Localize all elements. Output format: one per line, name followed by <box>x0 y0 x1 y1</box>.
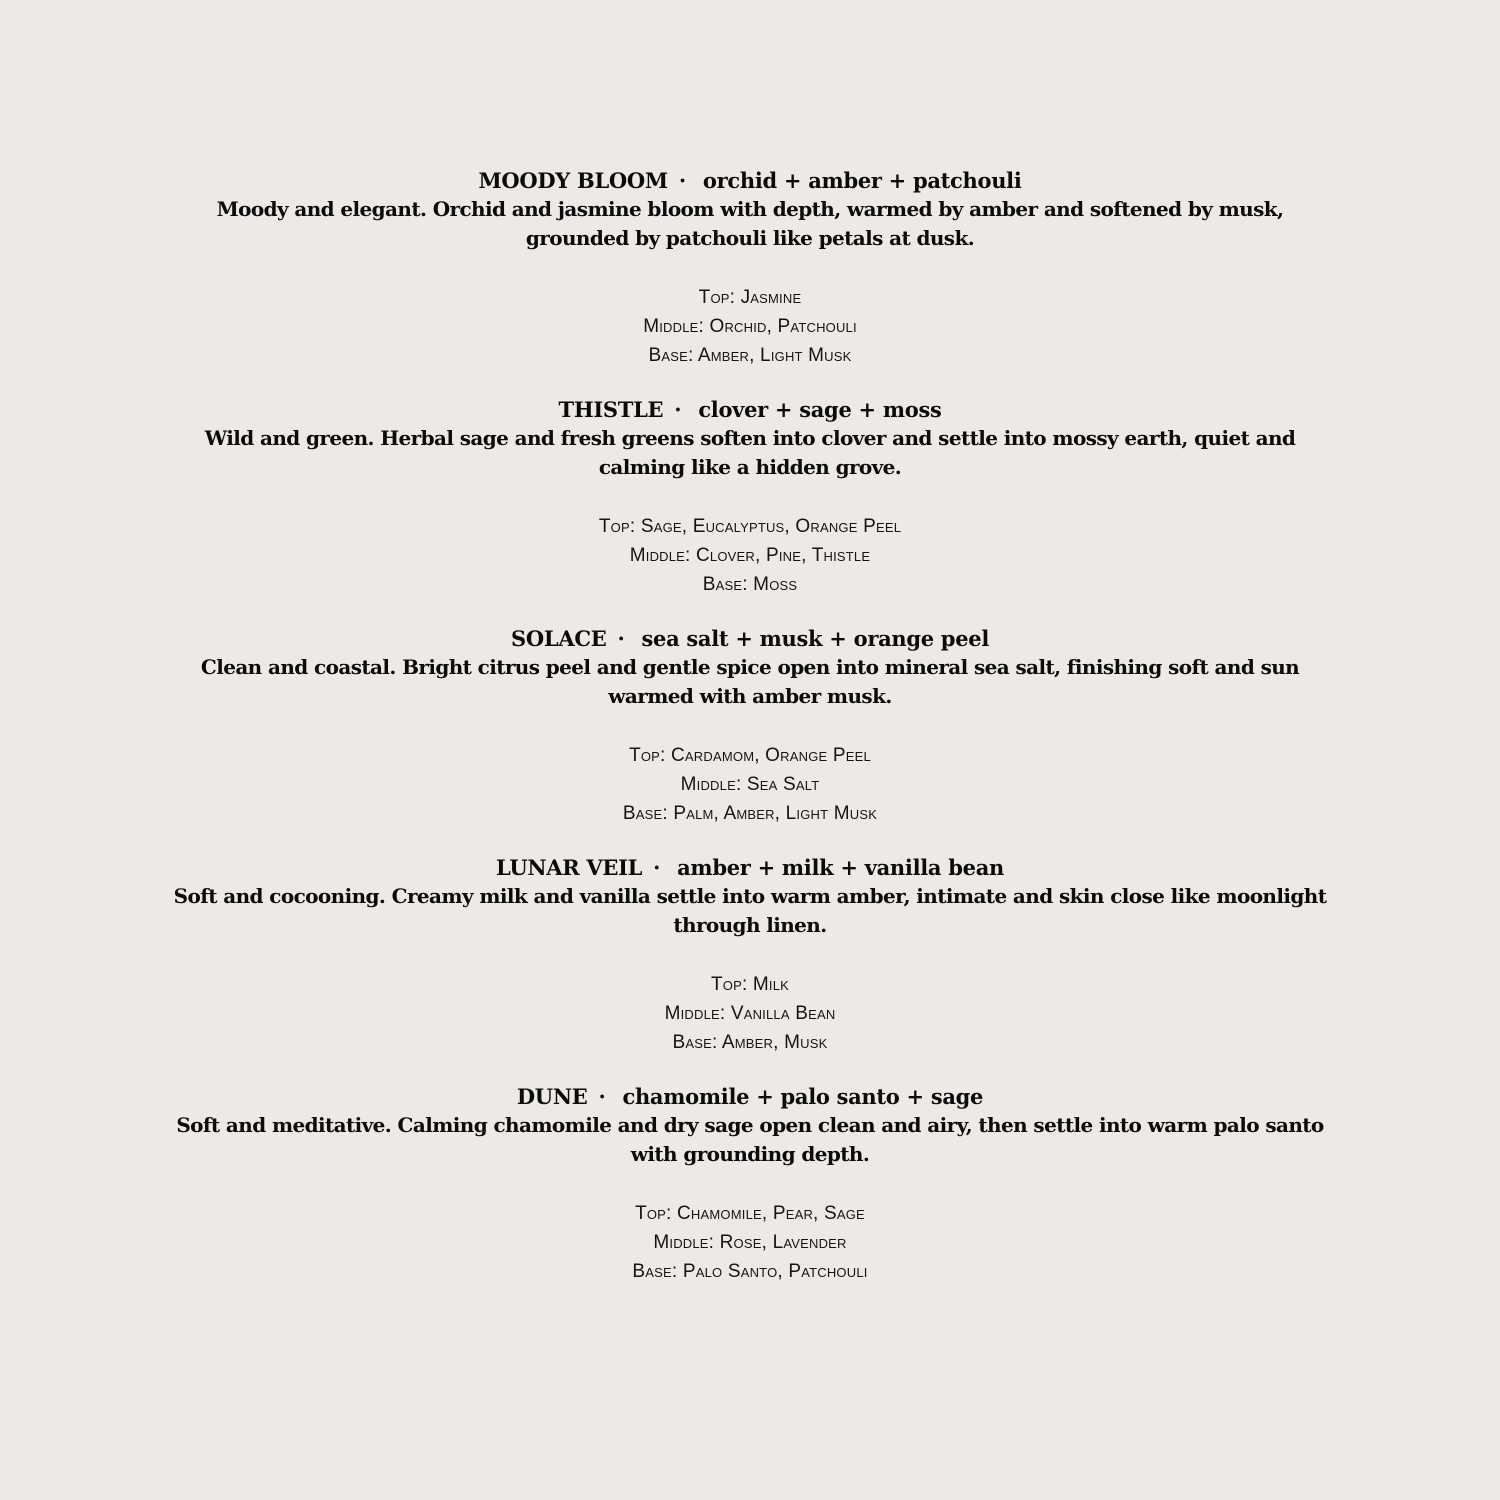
scent-description: Soft and cocooning. Creamy milk and vanilla settle into warm amber, intimate and skin close like moonlight through linen. <box>173 884 1327 937</box>
note-middle: Middle: Clover, Pine, Thistle <box>629 545 871 566</box>
scent-entry-moody-bloom <box>0 166 1500 370</box>
scent-description: Wild and green. Herbal sage and fresh greens soften into clover and settle into mossy earth, quiet and calming like a hidden grove. <box>204 426 1296 479</box>
scent-name: MOODY BLOOM <box>478 168 668 193</box>
separator-dot: · <box>678 168 686 193</box>
scent-notes <box>632 1199 867 1286</box>
scent-entry-dune <box>0 1082 1500 1286</box>
note-top: Top: Milk <box>710 974 790 995</box>
scent-description: Moody and elegant. Orchid and jasmine bloom with depth, warmed by amber and softened by musk, grounded by patchouli like petals at dusk. <box>216 197 1284 250</box>
scent-accords: amber + milk + vanilla bean <box>677 855 1004 880</box>
note-top: Top: Cardamom, Orange Peel <box>629 745 871 766</box>
scent-notes <box>665 970 836 1057</box>
note-top: Top: Jasmine <box>698 287 802 308</box>
scent-title <box>511 624 989 653</box>
note-base: Base: Moss <box>702 574 798 595</box>
note-top: Top: Sage, Eucalyptus, Orange Peel <box>598 516 902 537</box>
note-middle: Middle: Sea Salt <box>680 774 820 795</box>
scent-entry-lunar-veil <box>0 853 1500 1057</box>
scent-title <box>559 395 942 424</box>
note-middle: Middle: Rose, Lavender <box>653 1232 847 1253</box>
scent-entry-thistle <box>0 395 1500 599</box>
scent-title <box>517 1082 983 1111</box>
scent-list <box>0 166 1500 1311</box>
note-base: Base: Palo Santo, Patchouli <box>632 1261 868 1282</box>
scent-description: Soft and meditative. Calming chamomile and dry sage open clean and airy, then settle into warm palo santo with grounding depth. <box>176 1113 1324 1166</box>
scent-notes <box>623 741 877 828</box>
scent-entry-solace <box>0 624 1500 828</box>
scent-name: SOLACE <box>511 626 607 651</box>
scent-accords: clover + sage + moss <box>698 397 942 422</box>
separator-dot: · <box>598 1084 606 1109</box>
scent-name: DUNE <box>516 1084 588 1109</box>
scent-accords: orchid + amber + patchouli <box>702 168 1022 193</box>
scent-title <box>496 853 1004 882</box>
scent-description: Clean and coastal. Bright citrus peel and gentle spice open into mineral sea salt, finishing soft and sun warmed with amber musk. <box>200 655 1300 708</box>
note-base: Base: Amber, Light Musk <box>648 345 852 366</box>
separator-dot: · <box>653 855 661 880</box>
scent-notes <box>599 512 901 599</box>
scent-accords: sea salt + musk + orange peel <box>641 626 989 651</box>
scent-notes <box>643 283 857 370</box>
scent-accords: chamomile + palo santo + sage <box>622 1084 984 1109</box>
note-top: Top: Chamomile, Pear, Sage <box>635 1203 865 1224</box>
note-base: Base: Palm, Amber, Light Musk <box>622 803 878 824</box>
scent-name: LUNAR VEIL <box>496 855 643 880</box>
scent-title <box>478 166 1021 195</box>
note-base: Base: Amber, Musk <box>672 1032 828 1053</box>
separator-dot: · <box>674 397 682 422</box>
separator-dot: · <box>617 626 625 651</box>
scent-name: THISTLE <box>558 397 664 422</box>
note-middle: Middle: Vanilla Bean <box>664 1003 836 1024</box>
note-middle: Middle: Orchid, Patchouli <box>643 316 857 337</box>
